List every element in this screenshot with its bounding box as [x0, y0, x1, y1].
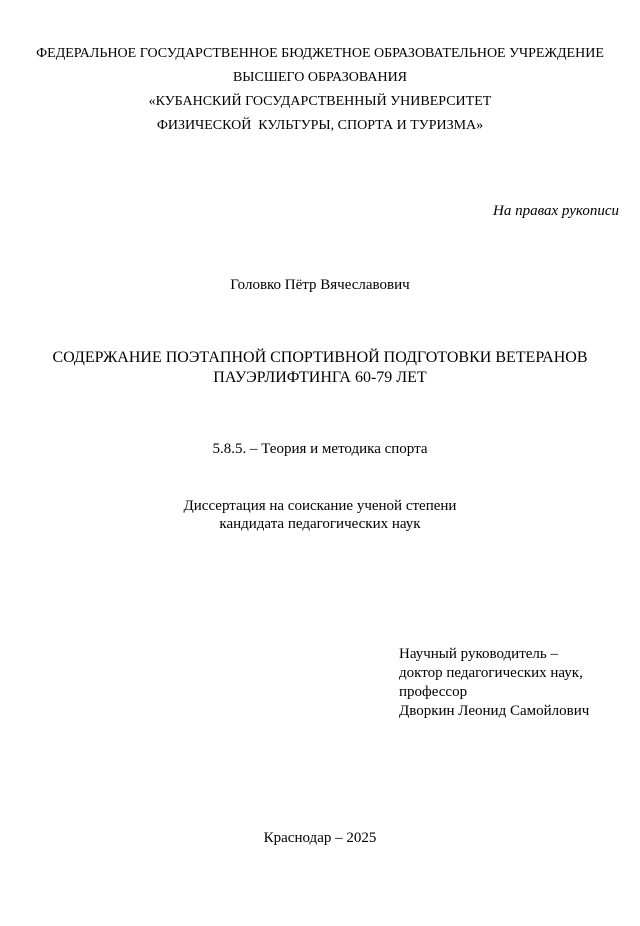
supervisor-line: профессор [399, 684, 468, 700]
supervisor-line: доктор педагогических наук, [399, 665, 583, 681]
author-name: Головко Пётр Вячеславович [230, 277, 410, 293]
specialty: 5.8.5. – Теория и методика спорта [212, 441, 428, 457]
degree-statement [0, 497, 640, 533]
supervisor-block [399, 645, 589, 721]
rights-note: На правах рукописи [493, 203, 619, 219]
city-year: Краснодар – 2025 [263, 830, 377, 846]
supervisor-line: Научный руководитель – [399, 646, 558, 662]
institution-line: ВЫСШЕГО ОБРАЗОВАНИЯ [232, 70, 408, 85]
institution-line: ФИЗИЧЕСКОЙ КУЛЬТУРЫ, СПОРТА И ТУРИЗМА» [156, 118, 484, 133]
institution-header [0, 42, 640, 138]
supervisor-line: Дворкин Леонид Самойлович [399, 703, 590, 719]
title-line: ПАУЭРЛИФТИНГА 60-79 ЛЕТ [213, 369, 427, 386]
degree-line: Диссертация на соискание ученой степени [183, 498, 457, 514]
degree-line: кандидата педагогических наук [219, 516, 421, 532]
dissertation-title [0, 348, 640, 388]
institution-line: «КУБАНСКИЙ ГОСУДАРСТВЕННЫЙ УНИВЕРСИТЕТ [148, 94, 492, 109]
title-line: СОДЕРЖАНИЕ ПОЭТАПНОЙ СПОРТИВНОЙ ПОДГОТОВКИ ВЕТЕРАНОВ [52, 349, 588, 366]
institution-line: ФЕДЕРАЛЬНОЕ ГОСУДАРСТВЕННОЕ БЮДЖЕТНОЕ ОБРАЗОВАТЕЛЬНОЕ УЧРЕЖДЕНИЕ [36, 46, 604, 61]
